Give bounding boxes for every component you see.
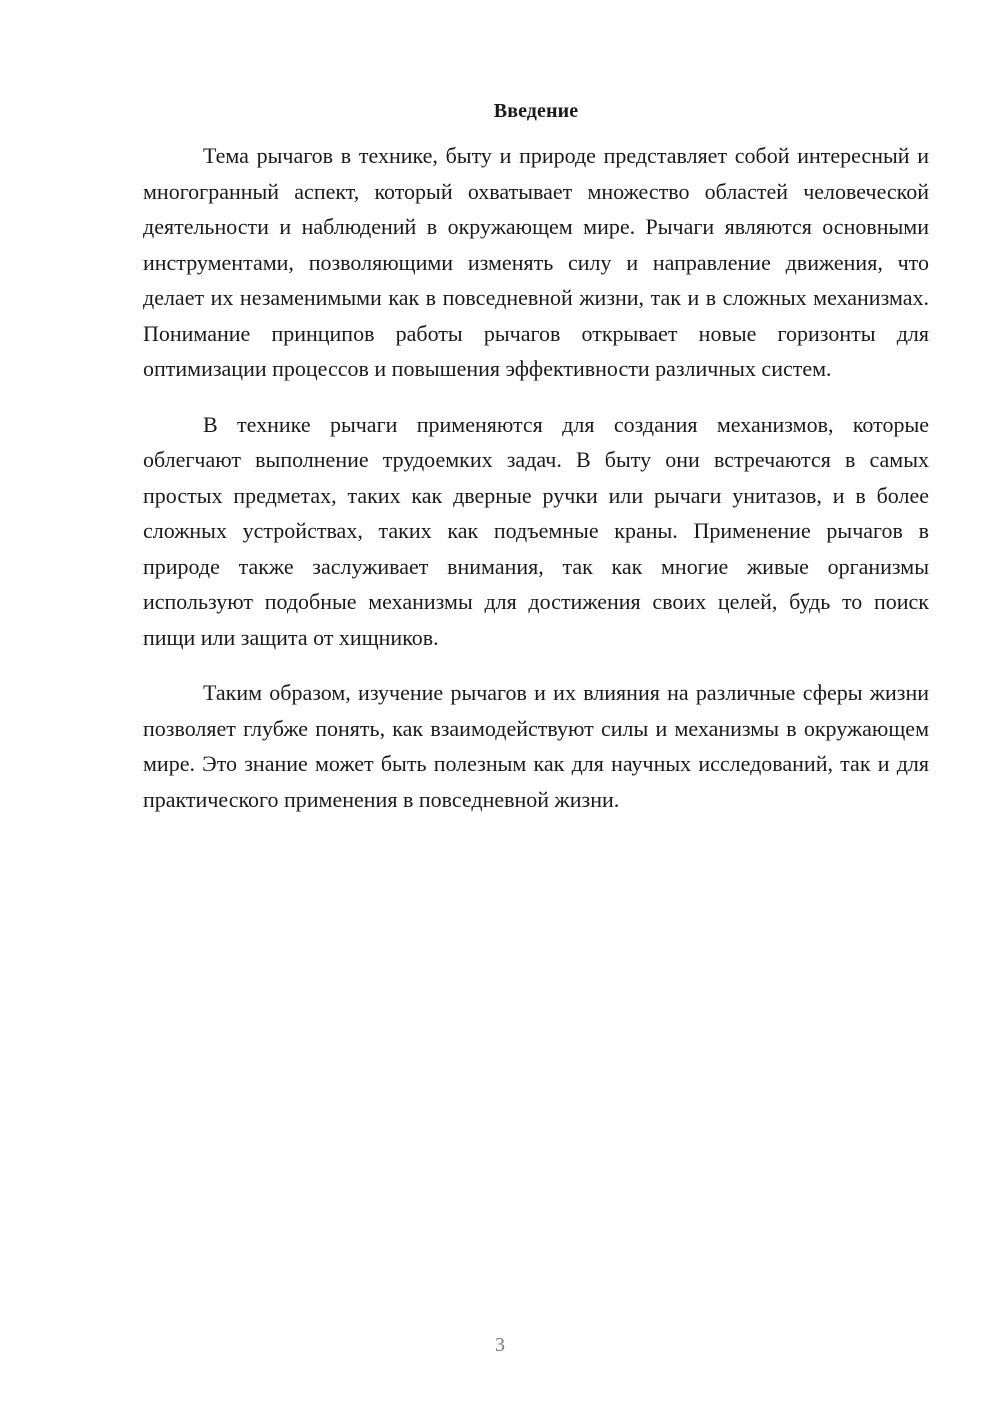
paragraph-3: Таким образом, изучение рычагов и их влияния на различные сферы жизни позволяет глубже понять, как взаимодействуют силы и механизмы в окружающем мире. Это знание может быть полезным как для научных исследований, так и для практического применения в повседневной жизни. <box>143 680 929 812</box>
paragraph-1: Тема рычагов в технике, быту и природе представляет собой интересный и многогранный аспект, который охватывает множество областей человеческой деятельности и наблюдений в окружающем мире. Рычаги являются основными инструментами, позволяющими изменять силу и направление движения, что делает их незаменимыми как в повседневной жизни, так и в сложных механизмах. Понимание принципов работы рычагов открывает новые горизонты для оптимизации процессов и повышения эффективности различных систем. <box>143 143 929 381</box>
page-content <box>143 98 929 837</box>
page-number: 3 <box>495 1334 505 1356</box>
section-heading: Введение <box>493 100 579 122</box>
paragraph-2: В технике рычаги применяются для создания механизмов, которые облегчают выполнение трудоемких задач. В быту они встречаются в самых простых предметах, таких как дверные ручки или рычаги унитазов, и в более сложных устройствах, таких как подъемные краны. Применение рычагов в природе также заслуживает внимания, так как многие живые организмы используют подобные механизмы для достижения своих целей, будь то поиск пищи или защита от хищников. <box>143 411 929 650</box>
